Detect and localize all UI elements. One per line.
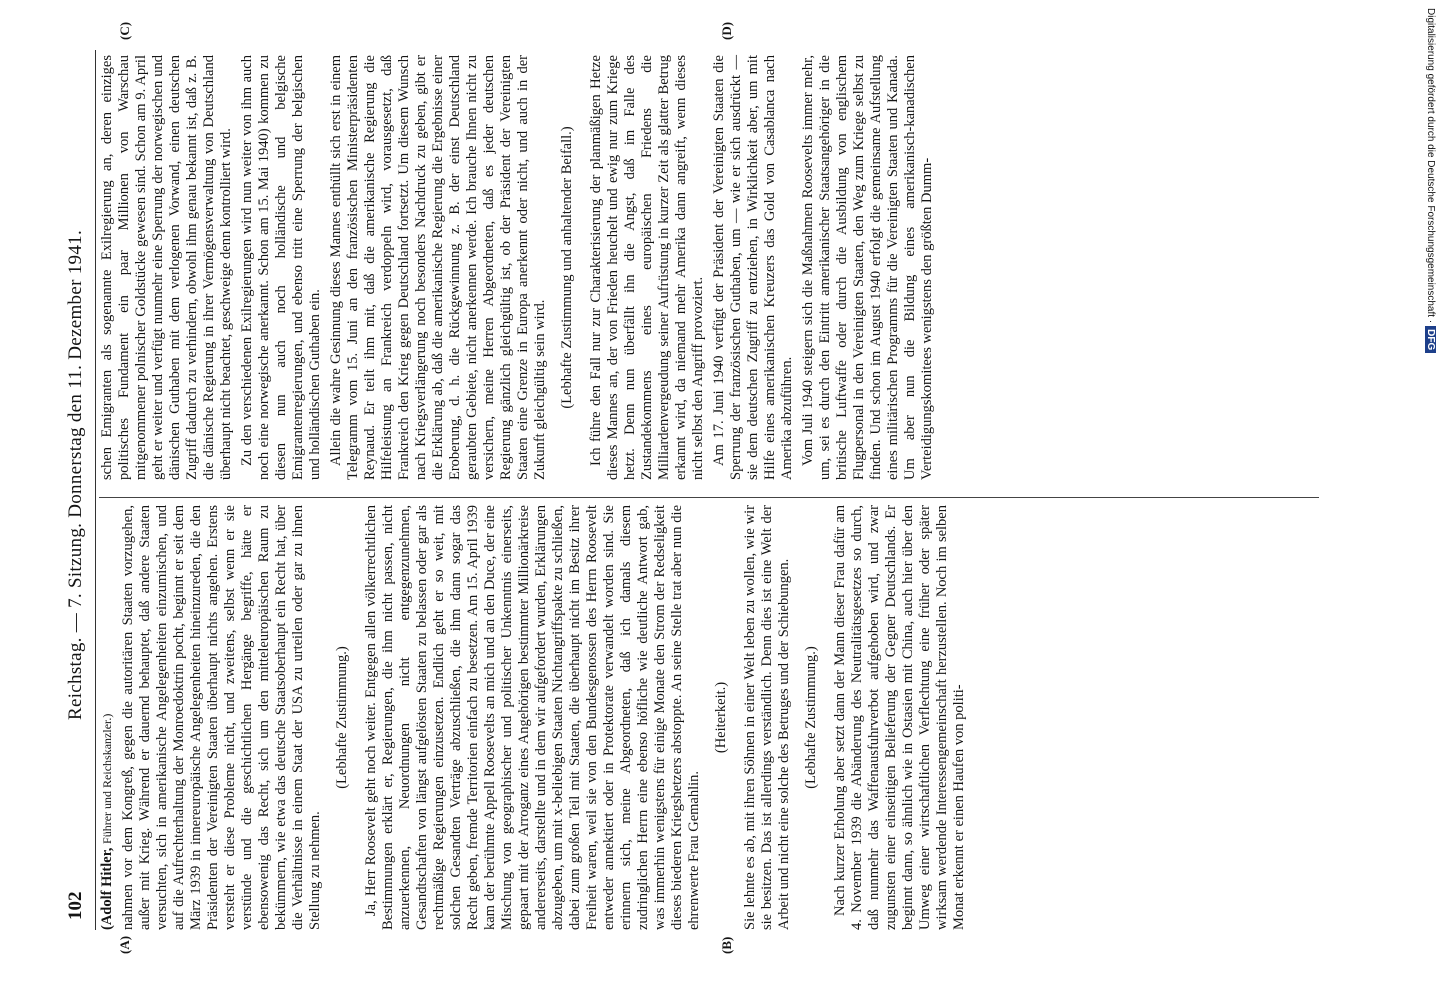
digitization-credit xyxy=(1418,8,1438,828)
audience-reaction: (Lebhafte Zustimmung und anhaltender Beifall.) xyxy=(559,126,575,409)
margin-mark-d: (D) xyxy=(719,21,734,40)
paragraph: Ja, Herr Roosevelt geht noch weiter. Entgegen allen völkerrechtlichen Bestimmungen erklärt er, Regierungen, die ihm nicht passen, nicht anzuerkennen, Neuordnungen nicht entgegenzunehmen, Gesandtschaften von längst aufgelösten Staaten zu belassen oder gar als rechtmäßige Regierungen einzusetzen. Endlich geht er so weit, mit solchen Gesandten Verträge abzuschließen, die ihm dann sogar das Recht geben, fremde Territorien einfach zu besetzen. Am 15. April 1939 kam der berühmte Appell Roosevelts an mich und an den Duce, der eine Mischung von geographischer und politischer Unkenntnis einerseits, gepaart mit der Arroganz eines Angehörigen bestimmter Millionärkreise andererseits, darstellte und in dem wir aufgefordert wurden, Erklärungen abzugeben, um mit x-beliebigen Staaten Nichtangriffspakte zu schließen, dabei zum großen Teil mit Staaten, die überhaupt nicht im Besitz ihrer Freiheit waren, weil sie von den Bundesgenossen des Herrn Roosevelt entweder annektiert oder in Protektorate verwandelt worden sind. Sie erinnern sich, meine Abgeordneten, daß ich damals diesem zudringlichen Herrn eine ebenso höfliche wie deutliche Antwort gab, was immerhin wenigstens für einige Monate den Strom der Redseligkeit dieses biederen Kriegshetzers abstoppte. An seine Stelle trat aber nun die ehrenwerte Frau Gemahlin. xyxy=(363,505,702,930)
page-header xyxy=(65,20,91,960)
speaker-line xyxy=(99,505,116,930)
paragraph: Ich führe den Fall nur zur Charakterisierung der planmäßigen Hetze dieses Mannes an, der von Frieden heuchelt und ewig nur zum Kriege hetzt. Denn nun überfällt ihn die Angst, daß im Falle des Zustandekommens eines europäischen Friedens die Milliardenvergeudung seiner Aufrüstung in kurzer Zeit als glatter Betrug erkannt wird, da niemand mehr Amerika dann angreift, wenn dieses nicht selbst den Angriff provoziert. xyxy=(588,55,706,480)
rotated-page-content xyxy=(25,20,1325,960)
left-column xyxy=(99,505,972,930)
margin-mark-c: (C) xyxy=(117,21,132,40)
right-column xyxy=(99,55,940,480)
credit-text: Digitalisierung gefördert durch die Deutsche Forschungsgemeinschaft · xyxy=(1425,8,1436,324)
paragraph: Allein die wahre Gesinnung dieses Mannes enthüllt sich erst in einem Telegramm vom 15. Juni an den französischen Ministerpräsidenten Reynaud. Er teilt ihm mit, daß die amerikanische Regierung die Hilfeleistung an Frankreich verdoppeln wird, vorausgesetzt, daß Frankreich den Krieg gegen Deutschland fortsetzt. Um diesem Wunsch nach Kriegsverlängerung noch besonders Nachdruck zu geben, gibt er die Erklärung ab, daß die amerikanische Regierung die Ergebnisse einer Eroberung, d. h. die Rückgewinnung z. B. der einst Deutschland geraubten Gebiete, nicht anerkennen werde. Ich brauche Ihnen nicht zu versichern, meine Herren Abgeordneten, daß es jeder deutschen Regierung gänzlich gleichgültig ist, ob der Präsident der Vereinigten Staaten eine Grenze in Europa anerkennt oder nicht, und auch in der Zukunft gleichgültig sein wird. xyxy=(328,55,548,480)
margin-mark-b: (B) xyxy=(719,936,734,954)
header-rule xyxy=(95,50,96,930)
paragraph: Am 17. Juni 1940 verfügt der Präsident der Vereinigten Staaten die Sperrung der französischen Guthaben, um — wie er sich ausdrückt — sie dem deutschen Zugriff zu entziehen, in Wirklichkeit aber, um mit Hilfe eines amerikanischen Kreuzers das Gold von Casablanca nach Amerika abzuführen. xyxy=(711,55,795,480)
page-running-title: Reichstag. — 7. Sitzung. Donnerstag den 11. Dezember 1941. xyxy=(65,229,86,720)
dfg-logo: DFG xyxy=(1425,326,1436,353)
paragraph: Vom Juli 1940 steigern sich die Maßnahmen Roosevelts immer mehr, um, sei es durch den Eintritt amerikanischer Staatsangehöriger in die britische Luftwaffe oder durch die Ausbildung von englischem Flugpersonal in den Vereinigten Staaten, den Weg zum Kriege selbst zu finden. Und schon im August 1940 erfolgt die gemeinsame Aufstellung eines militärischen Programms für die Vereinigten Staaten und Kanada. Um aber nun die Bildung eines amerikanisch-kanadischen Verteidigungskomitees wenigstens den größten Dumm- xyxy=(800,55,935,480)
paragraph: schen Emigranten als sogenannte Exilregierung an, deren einziges politisches Fundament ein paar Millionen von Warschau mitgenommener polnischer Goldstücke gewesen sind. Schon am 9. April geht er weiter und verfügt nunmehr eine Sperrung der norwegischen und dänischen Guthaben mit dem verlogenen Vorwand, einen deutschen Zugriff dadurch zu verhindern, obwohl ihm genau bekannt ist, daß z. B. die dänische Regierung in ihrer Vermögensverwaltung von Deutschland überhaupt nicht beachtet, geschweige denn kontrolliert wird. xyxy=(99,55,234,480)
paragraph: nahmen vor dem Kongreß, gegen die autoritären Staaten vorzugehen, außer mit Krieg. Während er dauernd behauptet, daß andere Staaten versuchten, sich in amerikanische Angelegenheiten einzumischen, und auf die Aufrechterhaltung der Monroedoktrin pocht, beginnt er seit dem März 1939 in innereuropäische Angelegenheiten hineinzureden, die den Präsidenten der Vereinigten Staaten überhaupt nichts angehen. Erstens versteht er diese Probleme nicht, und zweitens, selbst wenn er sie verstünde und die geschichtlichen Hergänge begriffe, hätte er ebensowenig das Recht, sich um den mitteleuropäischen Raum zu bekümmern, wie etwa das deutsche Staatsoberhaupt ein Recht hat, über die Verhältnisse in einem Staat der USA zu urteilen oder gar zu ihnen Stellung zu nehmen. xyxy=(120,505,323,930)
column-divider xyxy=(99,497,1319,498)
paragraph: Nach kurzer Erholung aber setzt dann der Mann dieser Frau dafür am 4. November 1939 die Abänderung des Neutralitätsgesetzes so durch, daß nunmehr das Waffenausfuhrverbot aufgehoben wird, und zwar zugunsten einer einseitigen Belieferung der Gegner Deutschlands. Er beginnt dann, so ähnlich wie in Ostasien mit China, auch hier über den Umweg einer wirtschaftlichen Verflechtung eine früher oder später wirksam werdende Interessengemeinschaft herzustellen. Noch im selben Monat erkennt er einen Haufen von politi- xyxy=(832,505,967,930)
paragraph: Sie lehnte es ab, mit ihren Söhnen in einer Welt leben zu wollen, wie wir sie besitzen. Das ist allerdings verständlich. Denn dies ist eine Welt der Arbeit und nicht eine solche des Betruges und der Schiebungen. xyxy=(742,505,792,930)
margin-mark-a: (A) xyxy=(117,935,132,954)
audience-reaction: (Lebhafte Zustimmung.) xyxy=(803,646,819,789)
speaker-role: Führer und Reichskanzler.) xyxy=(100,713,114,844)
speaker-name: (Adolf Hitler, xyxy=(99,847,115,930)
paragraph: Zu den verschiedenen Exilregierungen wird nun weiter von ihm auch noch eine norwegische anerkannt. Schon am 15. Mai 1940) kommen zu diesen nun auch noch holländische und belgische Emigrantenregierungen, und ebenso tritt eine Sperrung der belgischen und holländischen Guthaben ein. xyxy=(239,55,323,480)
page-number: 102 xyxy=(65,891,86,920)
audience-reaction: (Lebhafte Zustimmung.) xyxy=(334,646,350,789)
audience-reaction: (Heiterkeit.) xyxy=(713,681,729,754)
